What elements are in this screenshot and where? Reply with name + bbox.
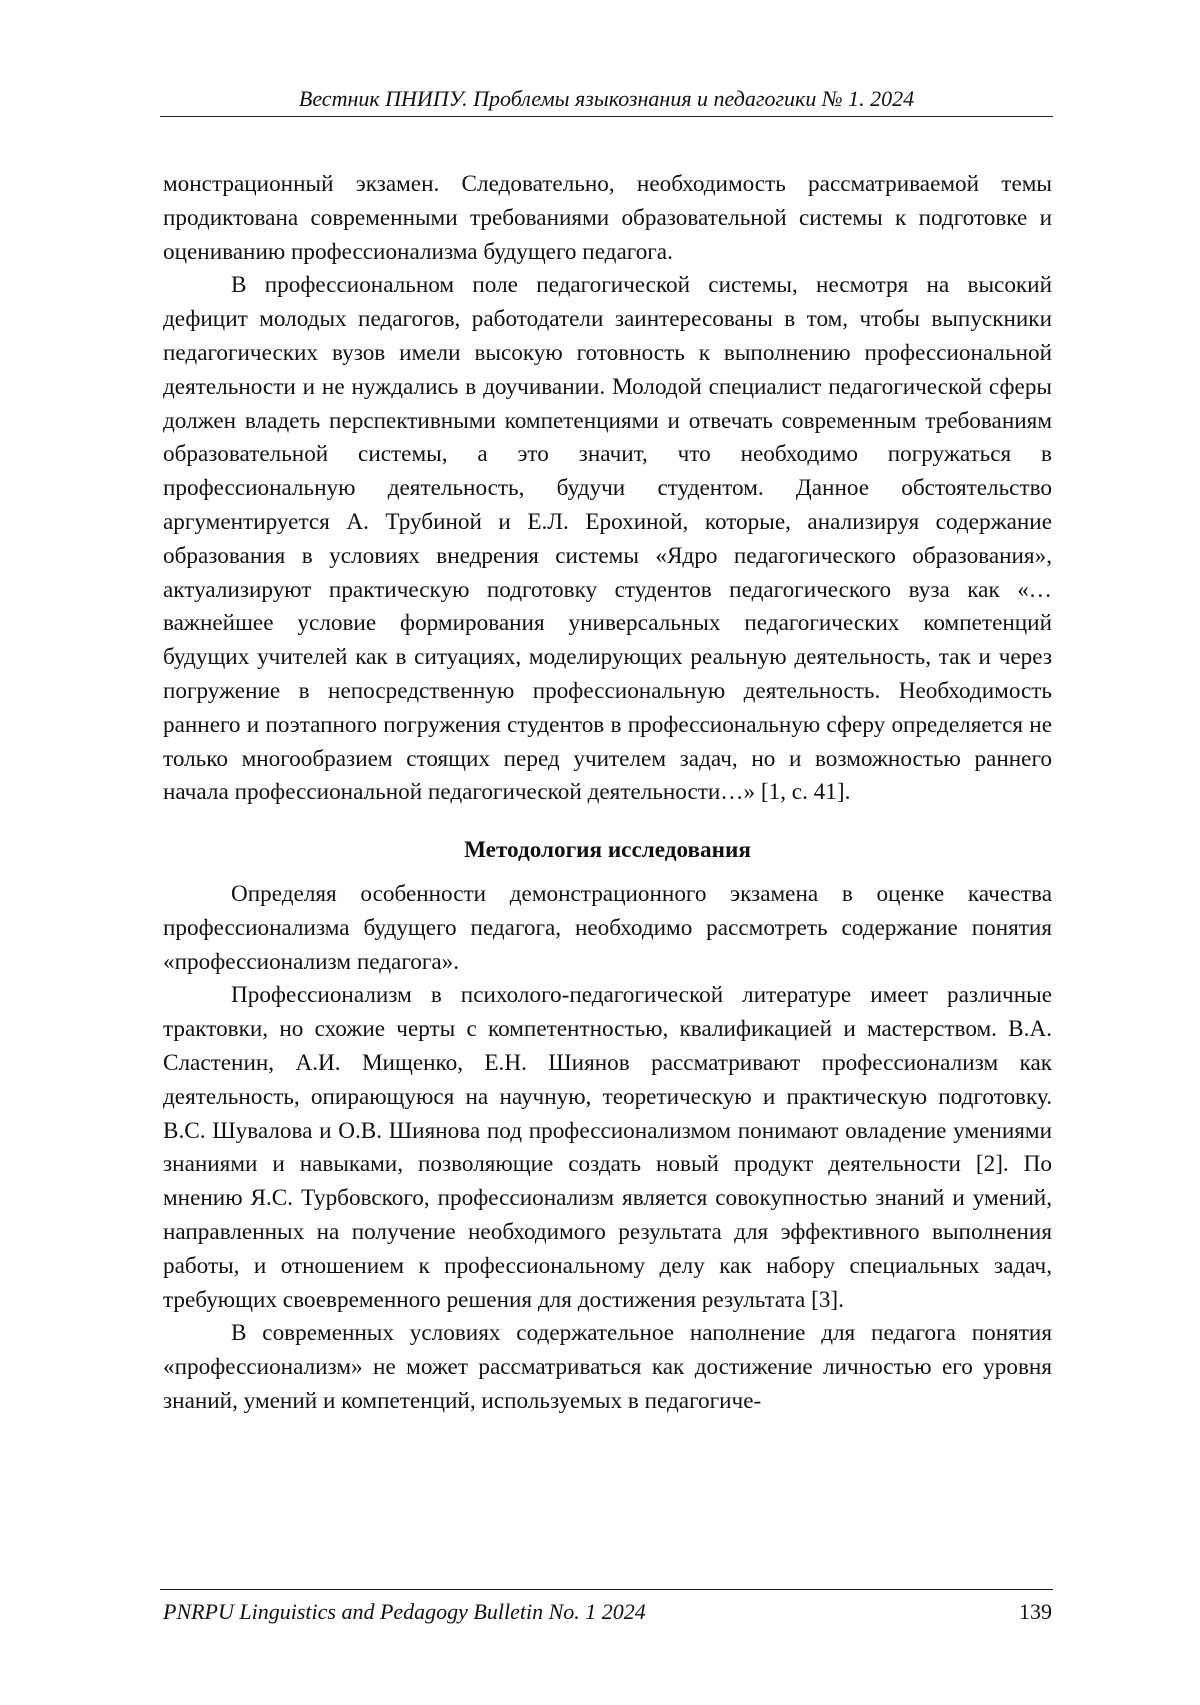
article-body — [163, 168, 1052, 1419]
paragraph-5: В современных условиях содержательное наполнение для педагога понятия «профессионализм» не может рассматриваться как достижение личностью его уровня знаний, умений и компетенций, используемых в педагогиче- — [163, 1317, 1052, 1418]
paragraph-3: Определяя особенности демонстрационного экзамена в оценке качества профессионализма будущего педагога, необходимо рассмотреть содержание понятия «профессионализм педагога». — [163, 878, 1052, 979]
paragraph-2: В профессиональном поле педагогической системы, несмотря на высокий дефицит молодых педагогов, работодатели заинтересованы в том, чтобы выпускники педагогических вузов имели высокую готовность к выполнению профессиональной деятельности и не нуждались в доучивании. Молодой специалист педагогической сферы должен владеть перспективными компетенциями и отвечать современным требованиям образовательной системы, а это значит, что необходимо погружаться в профессиональную деятельность, будучи студентом. Данное обстоятельство аргументируется А. Трубиной и Е.Л. Ерохиной, которые, анализируя содержание образования в условиях внедрения системы «Ядро педагогического образования», актуализируют практическую подготовку студентов педагогического вуза как «… важнейшее условие формирования универсальных педагогических компетенций будущих учителей как в ситуациях, моделирующих реальную деятельность, так и через погружение в непосредственную профессиональную деятельность. Необходимость раннего и поэтапного погружения студентов в профессиональную сферу определяется не только многообразием стоящих перед учителем задач, но и возможностью раннего начала профессиональной педагогической деятельности…» [1, с. 41]. — [163, 269, 1052, 810]
paragraph-1: монстрационный экзамен. Следовательно, необходимость рассматриваемой темы продиктована современными требованиями образовательной системы к подготовке и оцениванию профессионализма будущего педагога. — [163, 168, 1052, 269]
running-header: Вестник ПНИПУ. Проблемы языкознания и педагогики № 1. 2024 — [160, 86, 1053, 112]
page-number: 139 — [1000, 1598, 1052, 1626]
paragraph-4: Профессионализм в психолого-педагогической литературе имеет различные трактовки, но схожие черты с компетентностью, квалификацией и мастерством. В.А. Сластенин, А.И. Мищенко, Е.Н. Шиянов рассматривают профессионализм как деятельность, опирающуюся на научную, теоретическую и практическую подготовку. В.С. Шувалова и О.В. Шиянова под профессионализмом понимают овладение умениями знаниями и навыками, позволяющие создать новый продукт деятельности [2]. По мнению Я.С. Турбовского, профессионализм является совокупностью знаний и умений, направленных на получение необходимого результата для эффективного выполнения работы, и отношением к профессиональному делу как набору специальных задач, требующих своевременного решения для достижения результата [3]. — [163, 979, 1052, 1317]
footer-rule — [160, 1589, 1053, 1590]
header-rule — [160, 116, 1053, 117]
footer-journal-title: PNRPU Linguistics and Pedagogy Bulletin No. 1 2024 — [163, 1598, 646, 1626]
section-heading: Методология исследования — [163, 834, 1052, 868]
